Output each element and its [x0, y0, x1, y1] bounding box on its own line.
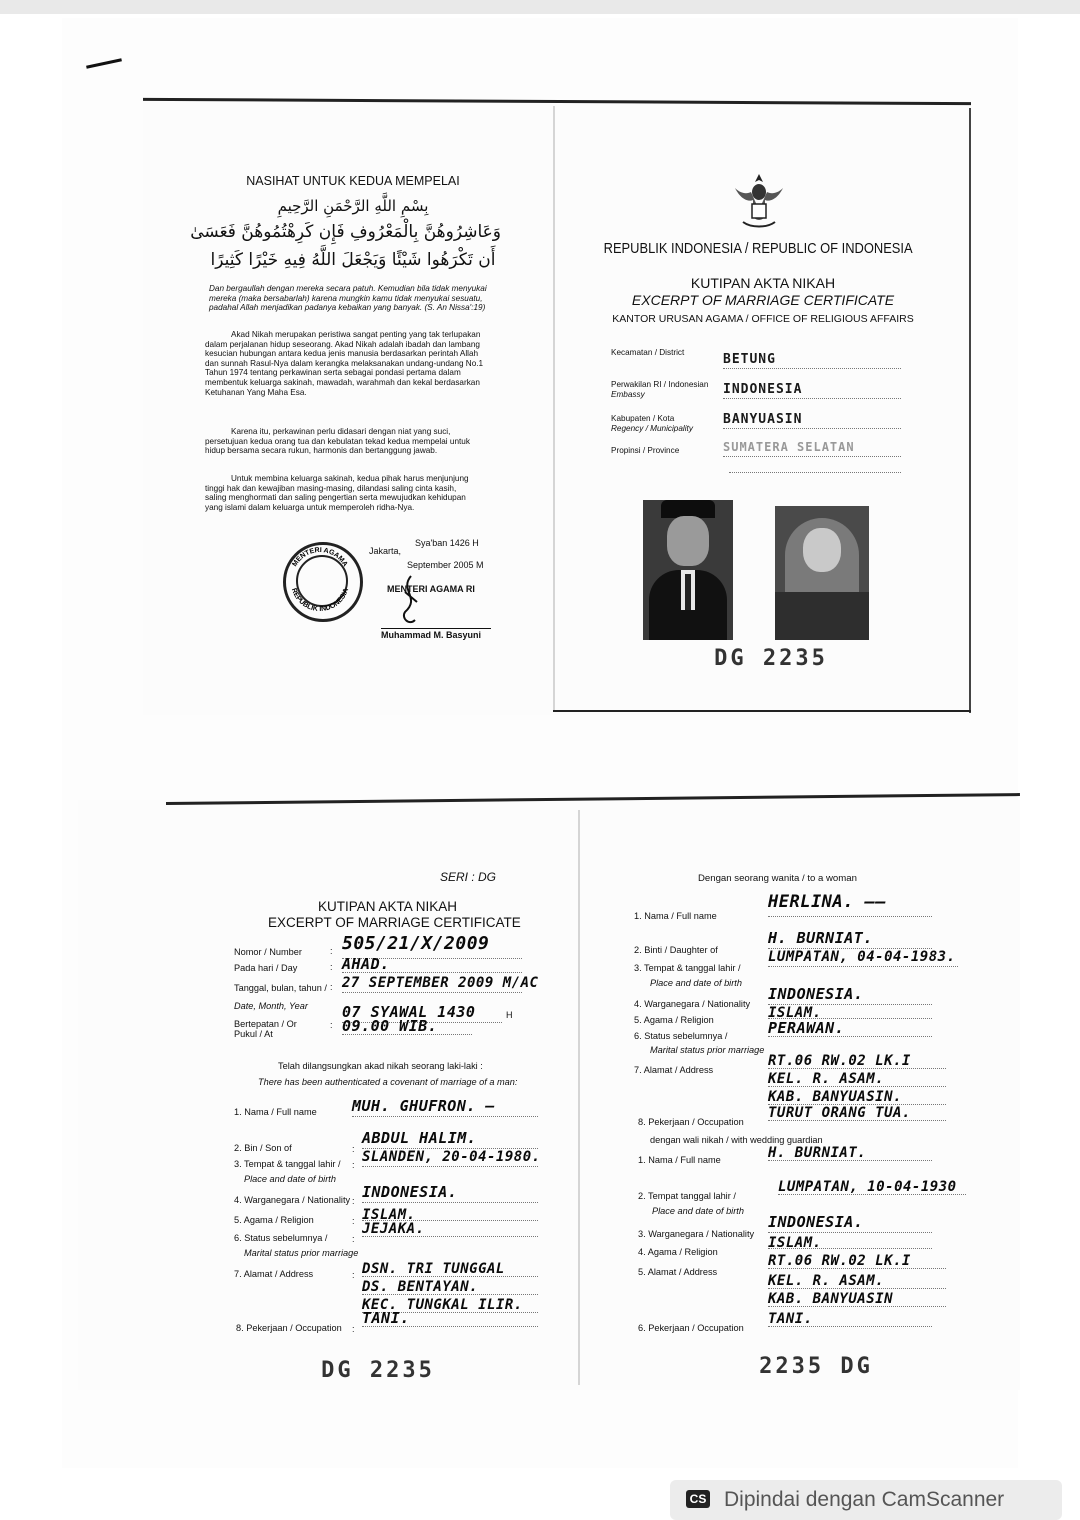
advice-paragraph-2: Karena itu, perkawinan perlu didasari dengan niat yang suci, persetujuan kedua orang tua dan kebulatan tekad kedua mempelai untuk hidup bersama secara rukun, harmonis dan bertanggung jawab.: [205, 427, 470, 456]
country-heading: REPUBLIK INDONESIA / REPUBLIC OF INDONESIA: [603, 240, 913, 257]
hijri-suffix: H: [506, 1010, 513, 1020]
groom-occupation-field: TANI.: [362, 1310, 538, 1327]
groom-name-field: MUH. GHUFRON. —: [352, 1098, 538, 1117]
groom-father-label: 2. Bin / Son of: [234, 1143, 292, 1153]
bride-nationality-label: 4. Warganegara / Nationality: [634, 999, 751, 1009]
district-field: BETUNG: [723, 350, 901, 369]
advice-heading: NASIHAT UNTUK KEDUA MEMPELAI: [246, 174, 460, 188]
groom-photo: [643, 500, 733, 640]
bride-address-line-3: KAB. BANYUASIN.: [768, 1088, 946, 1105]
time-label: Bertepatan / Or Pukul / At: [234, 1019, 297, 1039]
time-field: 09.00 WIB.: [342, 1018, 472, 1035]
right-edge: [969, 108, 971, 713]
groom-nationality-field: INDONESIA.: [362, 1184, 538, 1203]
guardian-birth-label: 2. Tempat tanggal lahir / Place and date of birth: [638, 1191, 744, 1216]
groom-address-line-1: DSN. TRI TUNGGAL: [362, 1260, 538, 1277]
groom-address-label: 7. Alamat / Address: [234, 1269, 314, 1279]
district-label: Kecamatan / District: [611, 348, 685, 357]
bride-nationality-field: INDONESIA.: [768, 986, 932, 1005]
hijri-date-field: 07 SYAWAL 1430: [342, 1004, 502, 1023]
series-label: SERI : DG: [440, 870, 497, 884]
bottom-edge: [553, 710, 971, 712]
camscanner-text: Dipindai dengan CamScanner: [724, 1488, 1005, 1511]
bride-name-label: 1. Nama / Full name: [634, 911, 717, 921]
guardian-religion-label: 4. Agama / Religion: [638, 1247, 718, 1257]
bride-photo: [775, 506, 869, 640]
bride-status-field: PERAWAN.: [768, 1020, 932, 1037]
signature-line: [381, 628, 491, 629]
date-en-label: Date, Month, Year: [234, 1001, 308, 1011]
camscanner-watermark: [670, 1480, 1062, 1520]
guardian-name-label: 1. Nama / Full name: [638, 1155, 721, 1165]
bride-father-field: H. BURNIAT.: [768, 930, 932, 949]
groom-nationality-label: 4. Warganegara / Nationality: [234, 1195, 351, 1205]
bride-address-line-1: RT.06 RW.02 LK.I: [768, 1052, 946, 1069]
day-field: AHAD.: [342, 956, 522, 973]
bride-address-line-2: KEL. R. ASAM.: [768, 1070, 946, 1087]
guardian-intro: dengan wali nikah / with wedding guardian: [650, 1135, 823, 1145]
date-label: Tanggal, bulan, tahun /: [234, 983, 327, 993]
bride-intro: Dengan seorang wanita / to a woman: [698, 873, 857, 884]
groom-religion-label: 5. Agama / Religion: [234, 1215, 314, 1225]
guardian-occupation-field: TANI.: [768, 1310, 932, 1327]
guardian-address-line-1: RT.06 RW.02 LK.I: [768, 1252, 946, 1269]
guardian-nationality-field: INDONESIA.: [768, 1214, 932, 1233]
data-title-en: EXCERPT OF MARRIAGE CERTIFICATE: [268, 915, 521, 930]
guardian-religion-field: ISLAM.: [768, 1234, 932, 1249]
certificate-data-spread: SERI : DG KUTIPAN AKTA NIKAH EXCERPT OF MARRIAGE CERTIFICATE Nomor / Number : 505/21/X/2009 Pada hari / Day : AHAD. Tanggal, bulan, tahun / : 27 SEPTEMBER 2009 M/AC Date, Month, Year 07 SYAWAL 1430 H Bertepatan / Or Pukul / At : 09.00 WIB. Telah dilangsungkan akad nikah seorang laki-laki : There has been authenticated a covenant of marriage of a man: 1. Nama / Full name MUH. GHUFRON. — 2. Bin / Son of : ABDUL HALIM. 3. Tempat & tanggal lahir / Place and date of birth : SLANDEN, 20-04-1980. 4. Warganegara / Nationality : INDONESIA. 5. Agama / Religion : ISLAM. 6. Status sebelumnya / Marital status prior marriage : JEJAKA. 7. Alamat / Address : DSN. TRI TUNGGAL DS. BENTAYAN. KEC. TUNGKAL ILIR. 8. Pekerjaan / Occupation : TANI. DG 2235 Dengan seorang wanita / to a woman 1. Nama / Full name HERLINA. —— 2. Binti / Daughter of H. BURNIAT. 3. Tempat & tanggal lahir / Place and date of birth LUMPATAN, 04-04-1983. 4. Warganegara / Nationality INDONESIA. 5. Agama / Religion ISLAM. 6. Status sebelumnya / Marital status prior marriage PERAWAN. 7. Alamat / Address RT.06 RW.02 LK.I KEL. R. ASAM. KAB. BANYUASIN. 8. Pekerjaan / Occupation TURUT ORANG TUA. dengan wali nikah / with wedding guardian 1. Nama / Full name H. BURNIAT. 2. Tempat tanggal lahir / Place and date of birth LUMPATAN, 10-04-1930 3. Warganegara / Nationality INDONESIA. 4. Agama / Religion ISLAM. 5. Alamat / Address RT.06 RW.02 LK.I KEL. R. ASAM. KAB. BANYUASIN 6. Pekerjaan / Occupation TANI. 2235 DG: [78, 800, 1020, 1390]
basmalah: بِسْمِ اللَّهِ الرَّحْمَنِ الرَّحِيمِ: [277, 197, 429, 215]
bride-name-field: HERLINA. ——: [768, 894, 932, 917]
groom-religion-field: ISLAM.: [362, 1206, 538, 1221]
number-field: 505/21/X/2009: [342, 932, 522, 959]
left-perforation: DG 2235: [321, 1358, 435, 1383]
office-name: KANTOR URUSAN AGAMA / OFFICE OF RELIGIOUS AFFAIRS: [612, 313, 914, 325]
seal-ring-text: [283, 542, 357, 616]
advice-paragraph-1: Akad Nikah merupakan peristiwa sangat penting yang tak terlupakan dalam perjalanan hidup seseorang. Akad Nikah adalah ibadah dan lambang kesucian hubungan antara kedua jenis manusia berdasarkan perintah Allah dan sunnah Rasul-Nya dalam kerangka melaksanakan undang-undang No.1 Tahun 1974 tentang perkawinan serta sebagai pondasi pertama dalam membentuk keluarga sakinah, mawadah, warahmah dan kekal berdasarkan Ketuhanan Yang Maha Esa.: [205, 330, 484, 397]
guardian-address-label: 5. Alamat / Address: [638, 1267, 718, 1277]
blank-field-line: [729, 462, 901, 473]
garuda-emblem-icon: [731, 170, 787, 230]
advice-paragraph-3: Untuk membina keluarga sakinah, kedua pihak harus menjunjung tinggi hak dan kewajiban masing-masing, dilandasi saling cinta kasih, saling menghormati dan saling pengertian serta mewujudkan kehidupan yang islami dalam keluarga untuk memperoleh ridha-Nya.: [205, 474, 469, 512]
serial-perforation: DG 2235: [714, 646, 828, 671]
data-title-id: KUTIPAN AKTA NIKAH: [318, 899, 458, 914]
embassy-field: INDONESIA: [723, 380, 901, 399]
certificate-title-en: EXCERPT OF MARRIAGE CERTIFICATE: [631, 292, 895, 308]
camscanner-logo-icon: CS: [686, 1490, 710, 1508]
bride-birth-label: 3. Tempat & tanggal lahir / Place and date of birth: [634, 963, 742, 988]
bride-occupation-label: 8. Pekerjaan / Occupation: [638, 1117, 744, 1127]
day-label: Pada hari / Day: [234, 963, 298, 973]
groom-father-field: ABDUL HALIM.: [362, 1130, 538, 1149]
right-perforation: 2235 DG: [759, 1354, 873, 1379]
seal-text-top: MENTERI AGAMA: [291, 546, 349, 568]
regency-field: BANYUASIN: [723, 410, 901, 429]
number-label: Nomor / Number: [234, 947, 302, 957]
groom-address-line-2: DS. BENTAYAN.: [362, 1278, 538, 1295]
covenant-intro-id: Telah dilangsungkan akad nikah seorang laki-laki :: [278, 1061, 483, 1071]
seal-text-bottom: REPUBLIK INDONESIA: [289, 587, 351, 614]
signing-date-hijri: Sya'ban 1426 H: [415, 538, 479, 548]
verse-translation: Dan bergaullah dengan mereka secara patuh. Kemudian bila tidak menyukai mereka (maka bersabarlah) karena mungkin kamu tidak menyukai sesuatu, padahal Allah menjadikan padanya kebaikan yang banyak. (S. An Nissa':19): [209, 284, 487, 313]
guardian-occupation-label: 6. Pekerjaan / Occupation: [638, 1323, 744, 1333]
guardian-birth-field: LUMPATAN, 10-04-1930: [778, 1178, 966, 1195]
certificate-title-id: KUTIPAN AKTA NIKAH: [690, 275, 836, 291]
signature-mark: [391, 572, 431, 630]
guardian-address-line-3: KAB. BANYUASIN: [768, 1290, 946, 1307]
bride-address-label: 7. Alamat / Address: [634, 1065, 714, 1075]
province-field: SUMATERA SELATAN: [723, 438, 901, 457]
groom-status-label: 6. Status sebelumnya / Marital status prior marriage: [234, 1233, 359, 1258]
province-label: Propinsi / Province: [611, 446, 680, 455]
groom-birth-label: 3. Tempat & tanggal lahir / Place and date of birth: [234, 1159, 341, 1184]
bride-status-label: 6. Status sebelumnya / Marital status prior marriage: [634, 1031, 765, 1055]
certificate-cover-spread: [143, 100, 971, 715]
groom-address-line-3: KEC. TUNGKAL ILIR.: [362, 1296, 538, 1313]
guardian-address-line-2: KEL. R. ASAM.: [768, 1272, 946, 1289]
bride-religion-label: 5. Agama / Religion: [634, 1015, 714, 1025]
regency-label: Kabupaten / Kota Regency / Municipality: [611, 414, 693, 433]
groom-name-label: 1. Nama / Full name: [234, 1107, 317, 1117]
page-fold: [553, 106, 555, 711]
signing-date-masehi: September 2005 M: [407, 560, 484, 570]
bride-occupation-field: TURUT ORANG TUA.: [768, 1104, 946, 1121]
date-field: 27 SEPTEMBER 2009 M/AC: [342, 975, 539, 991]
guardian-nationality-label: 3. Warganegara / Nationality: [638, 1229, 755, 1239]
covenant-intro-en: There has been authenticated a covenant of marriage of a man:: [258, 1077, 518, 1087]
embassy-label: Perwakilan RI / Indonesian Embassy: [611, 380, 709, 399]
ministry-seal-stamp: [283, 542, 363, 622]
bride-birth-field: LUMPATAN, 04-04-1983.: [768, 948, 958, 967]
bride-religion-field: ISLAM.: [768, 1004, 932, 1019]
bottom-page-fold: [578, 810, 580, 1385]
signer-title: MENTERI AGAMA RI: [387, 584, 475, 594]
groom-status-field: JEJAKA.: [362, 1220, 538, 1237]
groom-birth-field: SLANDEN, 20-04-1980.: [362, 1149, 541, 1165]
signing-place: Jakarta,: [369, 546, 402, 556]
bride-father-label: 2. Binti / Daughter of: [634, 945, 718, 955]
app-top-bar: [0, 0, 1080, 14]
groom-occupation-label: 8. Pekerjaan / Occupation: [236, 1323, 342, 1333]
signer-name: Muhammad M. Basyuni: [381, 630, 482, 640]
guardian-name-field: H. BURNIAT.: [768, 1144, 932, 1161]
quran-verse-line-2: أَن تَكْرَهُوا شَيْئًا وَيَجْعَلَ اللَّهُ فِيهِ خَيْرًا كَثِيرًا: [210, 250, 496, 270]
quran-verse-line-1: وَعَاشِرُوهُنَّ بِالْمَعْرُوفِ فَإِن كَرِهْتُمُوهُنَّ فَعَسَىٰ: [190, 222, 501, 242]
